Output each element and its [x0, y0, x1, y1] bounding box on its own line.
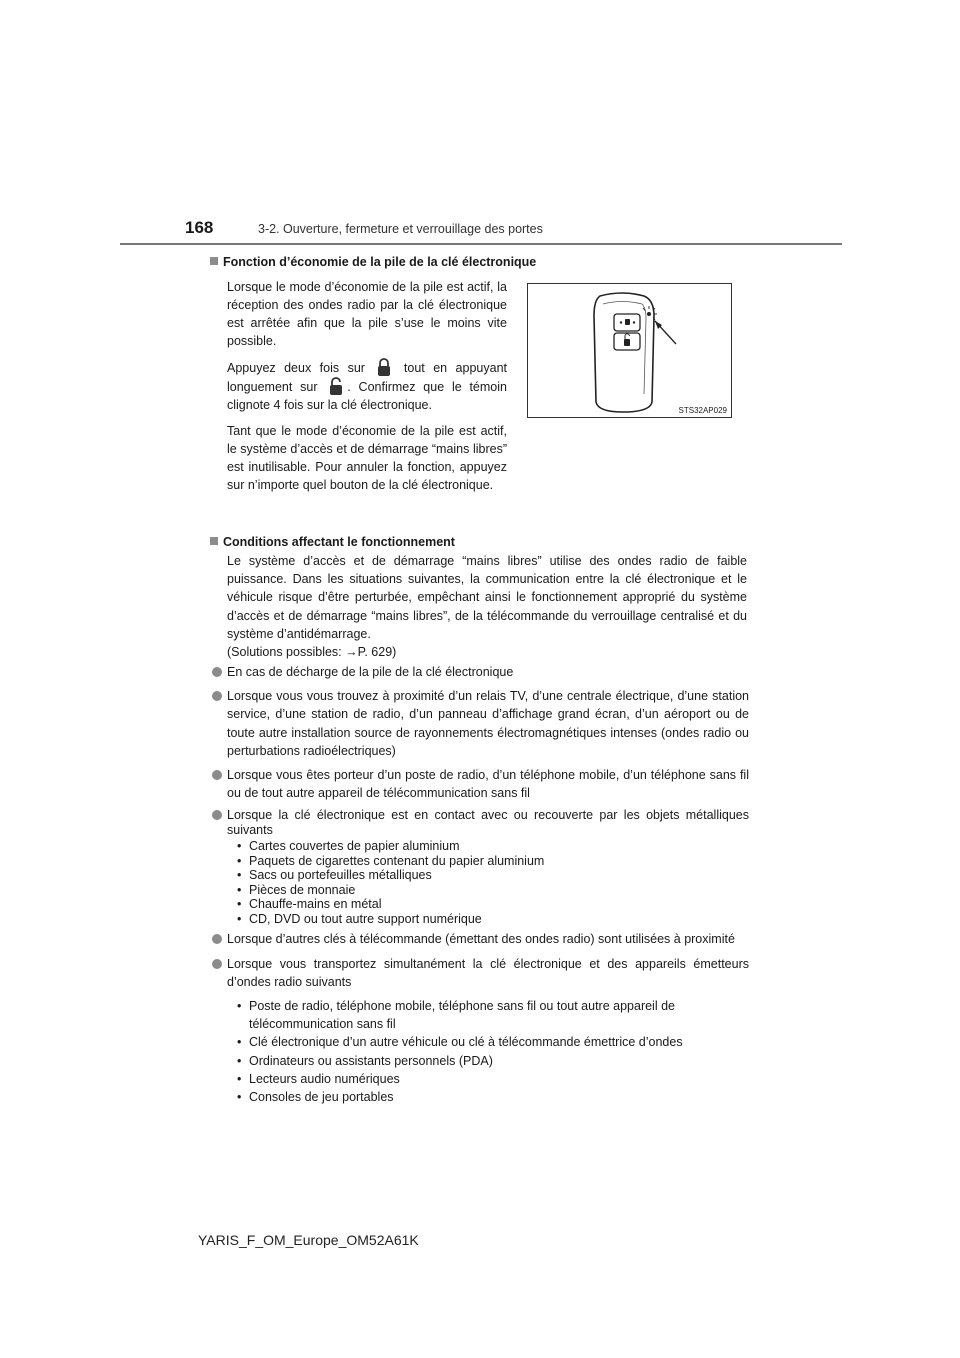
page-number: 168 [185, 218, 214, 237]
section-title: 3-2. Ouverture, fermeture et verrouillage des portes [258, 222, 543, 236]
list-item: • Chauffe-mains en métal [237, 897, 749, 912]
square-bullet-icon [210, 257, 218, 265]
battery-saving-text [227, 278, 507, 502]
square-bullet-icon [210, 537, 218, 545]
list-item: • Lecteurs audio numériques [237, 1070, 749, 1088]
conditions-heading: Conditions affectant le fonctionnement [210, 535, 455, 549]
list-item: Lorsque vous êtes porteur d’un poste de radio, d’un téléphone mobile, d’un téléphone sans fil ou de tout autre appareil de télécommunication sans fil [212, 766, 749, 802]
lock-icon [377, 358, 391, 376]
list-item: Lorsque la clé électronique est en contact avec ou recouverte par les objets métalliques suivants [212, 808, 749, 837]
electronic-key-figure [527, 283, 732, 418]
circle-bullet-icon [212, 934, 222, 944]
list-item: • Sacs ou portefeuilles métalliques [237, 868, 749, 883]
electronic-key-illustration [528, 284, 731, 417]
list-item: Lorsque vous transportez simultanément la clé électronique et des appareils émetteurs d’ondes radio suivants [212, 955, 749, 991]
list-item: • Consoles de jeu portables [237, 1088, 749, 1106]
circle-bullet-icon [212, 667, 222, 677]
battery-saving-p2: Appuyez deux fois sur tout en appuyant longuement sur . Confirmez que le témoin clignote 4 fois sur la clé électronique. [227, 358, 507, 414]
conditions-paragraph: Le système d’accès et de démarrage “mains libres” utilise des ondes radio de faible puissance. Dans les situations suivantes, la communication entre la clé électronique et le véhicule risque d’être perturbée, empêchant ainsi le fonctionnement approprié du système d’accès et de démarrage “mains libres”, de la télécommande du verrouillage centralisé et du système d’antidémarrage. (Solutions possibles: →P. 629) [227, 552, 747, 661]
list-item: • Pièces de monnaie [237, 883, 749, 898]
document-code: YARIS_F_OM_Europe_OM52A61K [198, 1232, 419, 1248]
list-item: • Paquets de cigarettes contenant du papier aluminium [237, 854, 749, 869]
figure-code: STS32AP029 [678, 406, 727, 415]
list-item: • CD, DVD ou tout autre support numérique [237, 912, 749, 927]
list-item: En cas de décharge de la pile de la clé électronique [212, 663, 749, 681]
list-item: Lorsque vous vous trouvez à proximité d’un relais TV, d’une centrale électrique, d’une station service, d’une station de radio, d’un panneau d’affichage grand écran, d’un aéroport ou de toute autre installation source de rayonnements électromagnétiques intenses (ondes radio ou perturbations radioélectriques) [212, 687, 749, 760]
list-item: • Poste de radio, téléphone mobile, téléphone sans fil ou tout autre appareil de télécommunication sans fil [237, 997, 749, 1033]
battery-saving-p3: Tant que le mode d’économie de la pile est actif, le système d’accès et de démarrage “mains libres” est inutilisable. Pour annuler la fonction, appuyez sur n’importe quel bouton de la clé électronique. [227, 424, 507, 492]
header-divider [120, 243, 842, 245]
circle-bullet-icon [212, 810, 222, 820]
metal-objects-list [212, 839, 749, 926]
list-item: • Ordinateurs ou assistants personnels (PDA) [237, 1052, 749, 1070]
solutions-reference: (Solutions possibles: →P. 629) [227, 645, 397, 660]
radio-devices-list [212, 997, 749, 1106]
list-item: • Clé électronique d’un autre véhicule ou clé à télécommande émettrice d’ondes [237, 1033, 749, 1051]
battery-saving-heading: Fonction d’économie de la pile de la clé électronique [210, 255, 536, 269]
list-item: Lorsque d’autres clés à télécommande (émettant des ondes radio) sont utilisées à proximité [212, 930, 749, 948]
list-item: • Cartes couvertes de papier aluminium [237, 839, 749, 854]
battery-saving-p1: Lorsque le mode d’économie de la pile est actif, la réception des ondes radio par la clé électronique est arrêtée afin que la pile s’use le moins vite possible. [227, 280, 507, 348]
circle-bullet-icon [212, 959, 222, 969]
circle-bullet-icon [212, 770, 222, 780]
unlock-icon [329, 377, 343, 395]
conditions-list [212, 663, 749, 1110]
circle-bullet-icon [212, 691, 222, 701]
